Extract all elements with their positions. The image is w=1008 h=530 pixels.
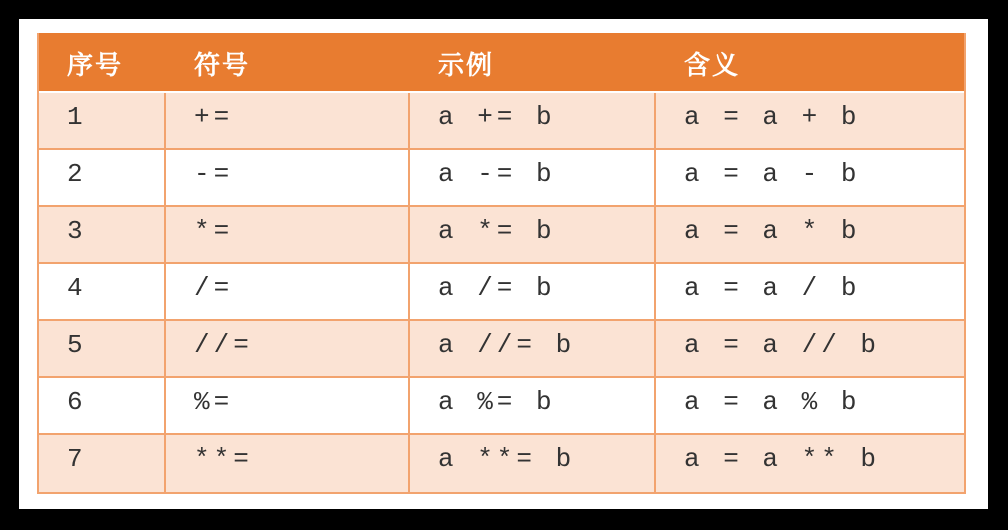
table-row xyxy=(39,378,964,435)
cell-example: a **= b xyxy=(410,435,656,492)
cell-symbol: %= xyxy=(166,378,410,435)
cell-example: a -= b xyxy=(410,150,656,207)
cell-meaning: a = a * b xyxy=(656,207,964,264)
cell-index: 5 xyxy=(39,321,166,378)
cell-example: a %= b xyxy=(410,378,656,435)
cell-example: a //= b xyxy=(410,321,656,378)
col-header-example: 示例 xyxy=(438,51,495,81)
cell-index: 4 xyxy=(39,264,166,321)
table-row xyxy=(39,264,964,321)
cell-index: 6 xyxy=(39,378,166,435)
table-row xyxy=(39,150,964,207)
cell-example: a += b xyxy=(410,93,656,150)
table-row xyxy=(39,435,964,492)
table-row xyxy=(39,207,964,264)
operators-table xyxy=(37,33,966,494)
cell-meaning: a = a + b xyxy=(656,93,964,150)
cell-index: 2 xyxy=(39,150,166,207)
cell-meaning: a = a - b xyxy=(656,150,964,207)
cell-symbol: -= xyxy=(166,150,410,207)
slide-canvas xyxy=(19,19,988,509)
col-header-symbol: 符号 xyxy=(194,51,251,81)
cell-symbol: /= xyxy=(166,264,410,321)
cell-symbol: *= xyxy=(166,207,410,264)
col-header-index: 序号 xyxy=(67,51,124,81)
cell-symbol: += xyxy=(166,93,410,150)
cell-symbol: **= xyxy=(166,435,410,492)
cell-example: a *= b xyxy=(410,207,656,264)
table-header-row xyxy=(39,33,964,93)
cell-meaning: a = a / b xyxy=(656,264,964,321)
cell-example: a /= b xyxy=(410,264,656,321)
cell-index: 1 xyxy=(39,93,166,150)
col-header-meaning: 含义 xyxy=(684,51,741,81)
cell-index: 7 xyxy=(39,435,166,492)
cell-meaning: a = a % b xyxy=(656,378,964,435)
cell-index: 3 xyxy=(39,207,166,264)
cell-symbol: //= xyxy=(166,321,410,378)
cell-meaning: a = a // b xyxy=(656,321,964,378)
table-row xyxy=(39,93,964,150)
table-row xyxy=(39,321,964,378)
cell-meaning: a = a ** b xyxy=(684,444,881,474)
